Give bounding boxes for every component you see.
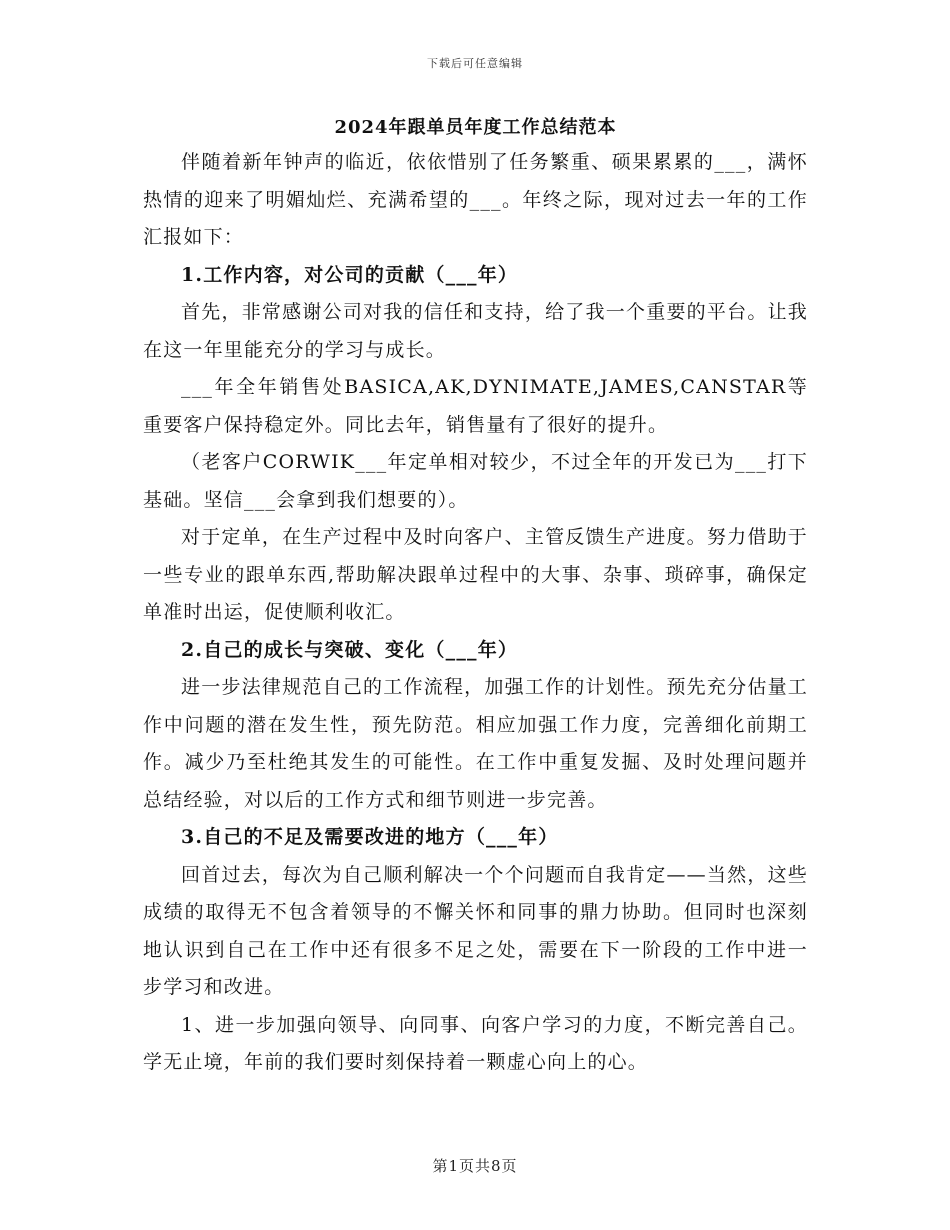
paragraph-orders: 对于定单，在生产过程中及时向客户、主管反馈生产进度。努力借助于一些专业的跟单东西,帮助解决跟单过程中的大事、杂事、琐碎事，确保定单准时出运，促使顺利收汇。 — [143, 526, 808, 623]
section-heading-2: 2.自己的成长与突破、变化（___年） — [181, 638, 519, 661]
paragraph-sales: ___年全年销售处BASICA,AK,DYNIMATE,JAMES,CANSTAR等重要客户保持稳定外。同比去年，销售量有了很好的提升。 — [143, 376, 808, 436]
paragraph-review: 回首过去，每次为自己顺利解决一个个问题而自我肯定——当然，这些成绩的取得无不包含着领导的不懈关怀和同事的鼎力协助。但同时也深刻地认识到自己在工作中还有很多不足之处，需要在下一阶段的工作中进一步学习和改进。 — [143, 863, 808, 998]
paragraph-old-customer: （老客户CORWIK___年定单相对较少，不过全年的开发已为___打下基础。坚信___会拿到我们想要的）。 — [143, 451, 808, 511]
section-heading-1: 1.工作内容，对公司的贡献（___年） — [181, 263, 519, 286]
header-note: 下载后可任意编辑 — [427, 57, 523, 70]
section-heading-3: 3.自己的不足及需要改进的地方（___年） — [181, 826, 559, 848]
paragraph-intro: 伴随着新年钟声的临近，依依惜别了任务繁重、硕果累累的___，满怀热情的迎来了明媚灿烂、充满希望的___。年终之际，现对过去一年的工作汇报如下： — [143, 151, 808, 248]
paragraph-improve-1: 1、进一步加强向领导、向同事、向客户学习的力度，不断完善自己。学无止境，年前的我们要时刻保持着一颗虚心向上的心。 — [143, 1013, 808, 1073]
document-title: 2024年跟单员年度工作总结范本 — [334, 117, 617, 138]
page-indicator: 第1页共8页 — [432, 1157, 518, 1175]
paragraph-thanks: 首先，非常感谢公司对我的信任和支持，给了我一个重要的平台。让我在这一年里能充分的学习与成长。 — [143, 301, 808, 361]
document-body — [143, 112, 808, 1082]
paragraph-growth: 进一步法律规范自己的工作流程，加强工作的计划性。预先充分估量工作中问题的潜在发生性，预先防范。相应加强工作力度，完善细化前期工作。减少乃至杜绝其发生的可能性。在工作中重复发掘、及时处理问题并总结经验，对以后的工作方式和细节则进一步完善。 — [143, 676, 808, 811]
